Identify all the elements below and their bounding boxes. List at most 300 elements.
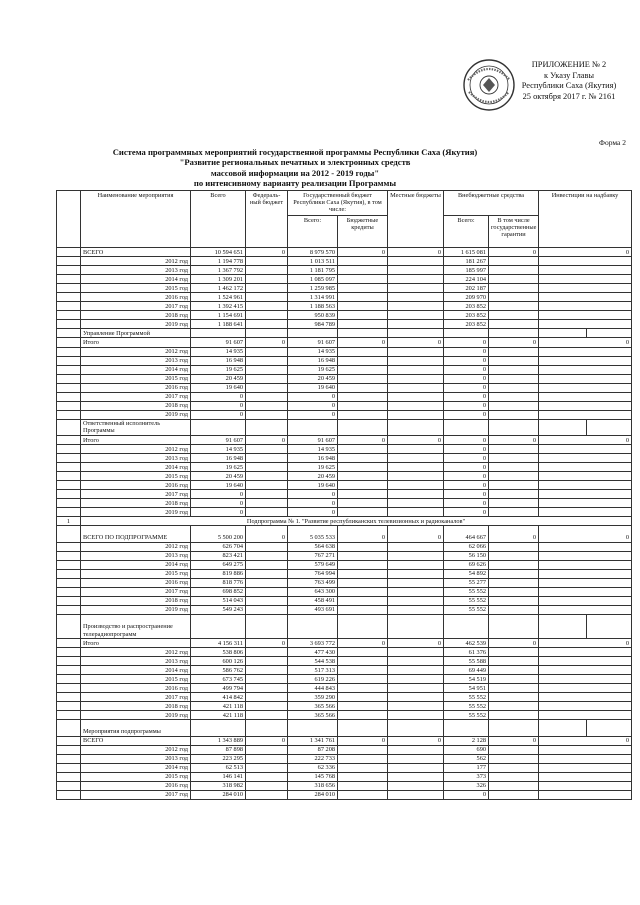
empty-cell <box>338 329 388 338</box>
table-row <box>57 284 632 293</box>
cell-federal <box>246 463 288 472</box>
cell-federal <box>246 383 288 392</box>
cell-rep: 14 935 <box>288 445 338 454</box>
header-extrabudget-total: Всего: <box>444 216 489 248</box>
cell-cred <box>338 542 388 551</box>
cell-rep: 16 948 <box>288 454 338 463</box>
row-label: 2016 год <box>81 383 191 392</box>
cell-guar <box>489 560 539 569</box>
cell-guar <box>489 790 539 799</box>
empty-cell <box>539 419 587 435</box>
cell-local <box>388 481 444 490</box>
row-number <box>57 435 81 444</box>
cell-cred <box>338 284 388 293</box>
cell-cred <box>338 745 388 754</box>
title-line: "Развитие региональных печатных и электронных средств <box>179 157 411 168</box>
form-label: Форма 2 <box>599 138 626 147</box>
cell-ext: 562 <box>444 754 489 763</box>
cell-rep: 1 013 511 <box>288 257 338 266</box>
cell-rep: 477 430 <box>288 648 338 657</box>
cell-investments <box>539 347 632 356</box>
table-row <box>57 587 632 596</box>
cell-guar <box>489 392 539 401</box>
cell-total: 19 625 <box>191 365 246 374</box>
table-row <box>57 526 632 542</box>
row-label: 2018 год <box>81 401 191 410</box>
cell-investments <box>539 648 632 657</box>
empty-cell <box>444 419 489 435</box>
cell-cred <box>338 311 388 320</box>
cell-cred <box>338 693 388 702</box>
empty-cell <box>587 720 632 736</box>
cell-investments: 0 <box>539 639 632 648</box>
cell-investments <box>539 790 632 799</box>
cell-total: 20 459 <box>191 472 246 481</box>
row-number <box>57 374 81 383</box>
empty-cell <box>246 329 288 338</box>
cell-rep: 643 300 <box>288 587 338 596</box>
cell-federal <box>246 684 288 693</box>
cell-guar <box>489 657 539 666</box>
empty-cell <box>489 329 539 338</box>
cell-ext: 224 104 <box>444 275 489 284</box>
cell-cred <box>338 356 388 365</box>
cell-guar: 0 <box>489 526 539 542</box>
cell-federal <box>246 347 288 356</box>
cell-guar <box>489 763 539 772</box>
cell-cred: 0 <box>338 639 388 648</box>
cell-guar <box>489 266 539 275</box>
appendix-line: к Указу Главы <box>543 70 595 80</box>
cell-rep: 19 625 <box>288 463 338 472</box>
empty-cell <box>587 614 632 638</box>
cell-rep: 20 459 <box>288 472 338 481</box>
row-number <box>57 551 81 560</box>
cell-federal <box>246 499 288 508</box>
cell-local <box>388 551 444 560</box>
row-number <box>57 675 81 684</box>
empty-cell <box>388 614 444 638</box>
cell-local <box>388 711 444 720</box>
cell-investments <box>539 754 632 763</box>
cell-total: 1 343 889 <box>191 736 246 745</box>
cell-investments <box>539 702 632 711</box>
cell-federal <box>246 401 288 410</box>
row-label: 2015 год <box>81 472 191 481</box>
cell-investments <box>539 657 632 666</box>
row-number <box>57 596 81 605</box>
empty-cell <box>246 614 288 638</box>
cell-total: 91 607 <box>191 338 246 347</box>
header-local: Местные бюджеты <box>388 191 444 248</box>
cell-local <box>388 302 444 311</box>
cell-ext: 203 852 <box>444 320 489 329</box>
cell-ext: 0 <box>444 356 489 365</box>
table-row <box>57 248 632 257</box>
cell-local <box>388 490 444 499</box>
header-republic-total: Всего: <box>288 216 338 248</box>
cell-investments <box>539 311 632 320</box>
cell-cred: 0 <box>338 248 388 257</box>
cell-cred <box>338 347 388 356</box>
cell-ext: 690 <box>444 745 489 754</box>
empty-cell <box>444 329 489 338</box>
cell-federal <box>246 605 288 614</box>
cell-ext: 185 997 <box>444 266 489 275</box>
cell-total: 1 392 415 <box>191 302 246 311</box>
cell-investments <box>539 266 632 275</box>
table-row <box>57 392 632 401</box>
cell-local <box>388 702 444 711</box>
cell-cred <box>338 684 388 693</box>
cell-ext: 0 <box>444 499 489 508</box>
row-label: 2014 год <box>81 275 191 284</box>
cell-ext: 54 951 <box>444 684 489 693</box>
cell-local: 0 <box>388 435 444 444</box>
cell-total: 20 459 <box>191 374 246 383</box>
table-row <box>57 410 632 419</box>
cell-total: 414 842 <box>191 693 246 702</box>
cell-federal <box>246 772 288 781</box>
cell-total: 223 295 <box>191 754 246 763</box>
cell-investments: 0 <box>539 526 632 542</box>
empty-cell <box>288 614 338 638</box>
row-number <box>57 392 81 401</box>
cell-rep: 87 208 <box>288 745 338 754</box>
cell-investments <box>539 490 632 499</box>
cell-total: 16 948 <box>191 454 246 463</box>
table-row <box>57 702 632 711</box>
cell-federal <box>246 763 288 772</box>
cell-ext: 0 <box>444 790 489 799</box>
cell-cred <box>338 499 388 508</box>
subprogram-title: Подпрограмма № 1. "Развитие республиканских телевизионных и радиоканалов" <box>81 517 632 526</box>
cell-local <box>388 596 444 605</box>
row-number <box>57 275 81 284</box>
cell-guar <box>489 275 539 284</box>
cell-cred <box>338 657 388 666</box>
cell-federal <box>246 754 288 763</box>
row-number <box>57 508 81 517</box>
cell-total: 538 806 <box>191 648 246 657</box>
program-measures-table <box>56 190 632 800</box>
cell-total: 0 <box>191 401 246 410</box>
empty-cell <box>388 419 444 435</box>
row-label: 2015 год <box>81 675 191 684</box>
cell-local: 0 <box>388 639 444 648</box>
cell-total: 673 745 <box>191 675 246 684</box>
cell-ext: 0 <box>444 338 489 347</box>
empty-cell <box>338 419 388 435</box>
cell-total: 91 607 <box>191 435 246 444</box>
row-number <box>57 490 81 499</box>
cell-investments: 0 <box>539 435 632 444</box>
row-label: 2017 год <box>81 302 191 311</box>
cell-federal <box>246 445 288 454</box>
cell-guar <box>489 257 539 266</box>
row-label: 2013 год <box>81 454 191 463</box>
row-label: 2016 год <box>81 293 191 302</box>
row-number <box>57 419 81 435</box>
cell-local: 0 <box>388 338 444 347</box>
cell-guar <box>489 463 539 472</box>
cell-ext: 55 552 <box>444 702 489 711</box>
cell-guar <box>489 454 539 463</box>
cell-total: 0 <box>191 490 246 499</box>
cell-investments <box>539 463 632 472</box>
table-row <box>57 675 632 684</box>
cell-federal: 0 <box>246 338 288 347</box>
cell-investments <box>539 410 632 419</box>
row-number <box>57 499 81 508</box>
cell-cred <box>338 257 388 266</box>
row-label: 2015 год <box>81 772 191 781</box>
cell-investments <box>539 772 632 781</box>
cell-federal <box>246 266 288 275</box>
cell-rep: 1 181 795 <box>288 266 338 275</box>
row-label: 2019 год <box>81 320 191 329</box>
cell-cred <box>338 578 388 587</box>
cell-local <box>388 275 444 284</box>
cell-local <box>388 790 444 799</box>
empty-cell <box>191 720 246 736</box>
cell-federal <box>246 693 288 702</box>
cell-federal <box>246 790 288 799</box>
appendix-block <box>504 60 634 102</box>
cell-ext: 69 626 <box>444 560 489 569</box>
cell-rep: 0 <box>288 410 338 419</box>
cell-rep: 1 085 097 <box>288 275 338 284</box>
cell-federal <box>246 657 288 666</box>
cell-federal <box>246 666 288 675</box>
cell-local <box>388 693 444 702</box>
cell-total: 10 594 651 <box>191 248 246 257</box>
cell-local <box>388 284 444 293</box>
cell-investments <box>539 365 632 374</box>
cell-guar <box>489 675 539 684</box>
table-row <box>57 666 632 675</box>
section-title: Ответственный исполнитель Программы <box>81 419 191 435</box>
table-row <box>57 481 632 490</box>
cell-guar <box>489 508 539 517</box>
cell-investments <box>539 596 632 605</box>
table-row <box>57 781 632 790</box>
section-title: Мероприятия подпрограммы <box>81 720 191 736</box>
cell-rep: 1 341 761 <box>288 736 338 745</box>
cell-cred <box>338 763 388 772</box>
cell-local: 0 <box>388 248 444 257</box>
row-label: 2015 год <box>81 374 191 383</box>
row-number <box>57 639 81 648</box>
row-label: 2019 год <box>81 410 191 419</box>
cell-guar <box>489 356 539 365</box>
table-row <box>57 320 632 329</box>
cell-total: 19 640 <box>191 481 246 490</box>
cell-guar: 0 <box>489 435 539 444</box>
cell-federal: 0 <box>246 526 288 542</box>
cell-local <box>388 772 444 781</box>
row-label: 2013 год <box>81 657 191 666</box>
cell-total: 62 513 <box>191 763 246 772</box>
cell-local: 0 <box>388 736 444 745</box>
cell-investments <box>539 383 632 392</box>
table-row <box>57 302 632 311</box>
cell-total: 1 367 792 <box>191 266 246 275</box>
table-row <box>57 365 632 374</box>
cell-rep: 764 994 <box>288 569 338 578</box>
table-row <box>57 293 632 302</box>
row-label: Итого <box>81 338 191 347</box>
cell-cred <box>338 648 388 657</box>
table-row <box>57 560 632 569</box>
cell-guar <box>489 472 539 481</box>
row-number <box>57 666 81 675</box>
cell-ext: 62 066 <box>444 542 489 551</box>
cell-cred <box>338 790 388 799</box>
empty-cell <box>338 614 388 638</box>
cell-federal <box>246 284 288 293</box>
row-number <box>57 763 81 772</box>
cell-rep: 544 538 <box>288 657 338 666</box>
cell-local <box>388 356 444 365</box>
cell-local <box>388 257 444 266</box>
empty-cell <box>246 419 288 435</box>
header-total: Всего <box>191 191 246 248</box>
row-number <box>57 542 81 551</box>
cell-total: 0 <box>191 499 246 508</box>
cell-rep: 284 010 <box>288 790 338 799</box>
cell-ext: 0 <box>444 401 489 410</box>
row-label: 2017 год <box>81 587 191 596</box>
table-row <box>57 463 632 472</box>
cell-local <box>388 648 444 657</box>
row-number <box>57 356 81 365</box>
cell-investments <box>539 445 632 454</box>
cell-local <box>388 684 444 693</box>
document-title <box>110 147 480 188</box>
cell-rep: 5 035 533 <box>288 526 338 542</box>
table-row <box>57 684 632 693</box>
cell-investments <box>539 711 632 720</box>
cell-rep: 0 <box>288 499 338 508</box>
cell-rep: 1 259 985 <box>288 284 338 293</box>
cell-rep: 14 935 <box>288 347 338 356</box>
table-row <box>57 569 632 578</box>
row-number <box>57 720 81 736</box>
cell-investments <box>539 781 632 790</box>
cell-rep: 984 789 <box>288 320 338 329</box>
cell-cred <box>338 666 388 675</box>
cell-total: 16 948 <box>191 356 246 365</box>
cell-ext: 56 150 <box>444 551 489 560</box>
cell-guar <box>489 605 539 614</box>
cell-investments <box>539 684 632 693</box>
cell-rep: 0 <box>288 401 338 410</box>
cell-investments <box>539 499 632 508</box>
cell-local <box>388 569 444 578</box>
cell-federal <box>246 392 288 401</box>
row-label: ВСЕГО <box>81 248 191 257</box>
cell-rep: 763 499 <box>288 578 338 587</box>
table-row <box>57 648 632 657</box>
row-number <box>57 781 81 790</box>
cell-cred <box>338 472 388 481</box>
header-extrabudget: Внебюджетные средства <box>444 191 539 216</box>
cell-total: 284 010 <box>191 790 246 799</box>
cell-ext: 55 552 <box>444 605 489 614</box>
cell-local <box>388 374 444 383</box>
cell-local <box>388 365 444 374</box>
cell-total: 600 126 <box>191 657 246 666</box>
row-label: 2017 год <box>81 490 191 499</box>
cell-guar <box>489 711 539 720</box>
cell-guar <box>489 684 539 693</box>
cell-investments <box>539 472 632 481</box>
cell-investments <box>539 745 632 754</box>
cell-rep: 365 566 <box>288 711 338 720</box>
cell-total: 649 275 <box>191 560 246 569</box>
row-label: 2016 год <box>81 578 191 587</box>
cell-rep: 365 566 <box>288 702 338 711</box>
table-row <box>57 596 632 605</box>
table-row <box>57 790 632 799</box>
cell-rep: 91 607 <box>288 338 338 347</box>
table-row <box>57 347 632 356</box>
cell-local <box>388 763 444 772</box>
row-label: Итого <box>81 435 191 444</box>
cell-ext: 55 552 <box>444 587 489 596</box>
cell-total: 0 <box>191 508 246 517</box>
cell-investments <box>539 666 632 675</box>
cell-ext: 326 <box>444 781 489 790</box>
table-row <box>57 445 632 454</box>
row-number <box>57 693 81 702</box>
cell-total: 514 043 <box>191 596 246 605</box>
cell-investments <box>539 257 632 266</box>
section-title: Производство и распространение телерадиопрограмм <box>81 614 191 638</box>
empty-cell <box>246 720 288 736</box>
cell-rep: 1 314 991 <box>288 293 338 302</box>
row-label: 2018 год <box>81 499 191 508</box>
cell-guar: 0 <box>489 338 539 347</box>
cell-ext: 0 <box>444 410 489 419</box>
table-row <box>57 329 632 338</box>
cell-ext: 177 <box>444 763 489 772</box>
cell-rep: 579 649 <box>288 560 338 569</box>
cell-cred <box>338 605 388 614</box>
cell-total: 19 640 <box>191 383 246 392</box>
row-number <box>57 472 81 481</box>
cell-rep: 359 290 <box>288 693 338 702</box>
table-row <box>57 257 632 266</box>
cell-cred <box>338 445 388 454</box>
row-label: 2017 год <box>81 790 191 799</box>
section-title: Управление Программой <box>81 329 191 338</box>
cell-cred <box>338 365 388 374</box>
appendix-line: 25 октября 2017 г. № 2161 <box>522 91 616 101</box>
cell-investments <box>539 508 632 517</box>
header-investments: Инвестиции на надбавку <box>539 191 632 248</box>
row-number <box>57 578 81 587</box>
cell-local <box>388 347 444 356</box>
empty-cell <box>444 720 489 736</box>
table-row <box>57 745 632 754</box>
row-number: 1 <box>57 517 81 526</box>
cell-investments <box>539 320 632 329</box>
cell-ext: 54 892 <box>444 569 489 578</box>
cell-investments <box>539 293 632 302</box>
row-label: 2015 год <box>81 569 191 578</box>
